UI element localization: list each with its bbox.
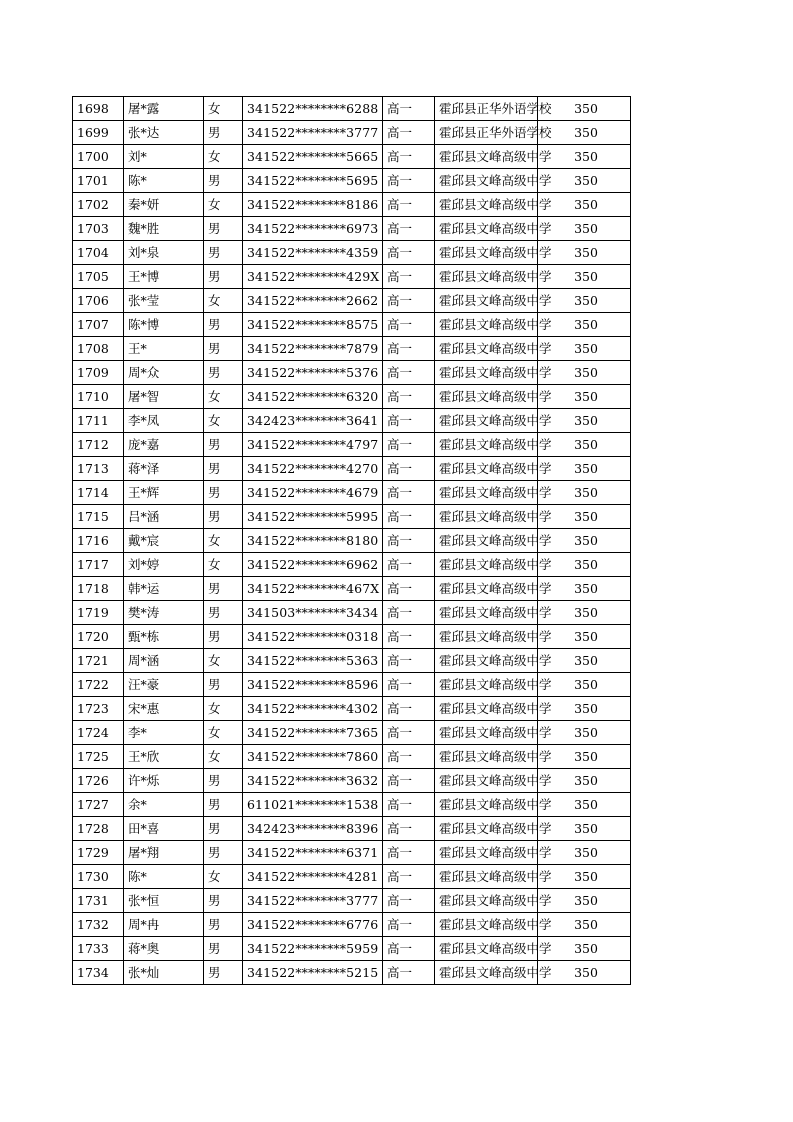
student-name-cell: 庞*嘉 bbox=[124, 433, 204, 457]
gender-cell: 男 bbox=[204, 337, 243, 361]
row-number-cell: 1708 bbox=[73, 337, 124, 361]
table-row bbox=[73, 289, 631, 313]
row-number-cell: 1722 bbox=[73, 673, 124, 697]
table-row bbox=[73, 817, 631, 841]
id-number-cell: 341522********429X bbox=[243, 265, 383, 289]
school-name-cell: 霍邱县文峰高级中学 bbox=[435, 481, 538, 505]
school-name-cell: 霍邱县文峰高级中学 bbox=[435, 529, 538, 553]
student-name-cell: 王*博 bbox=[124, 265, 204, 289]
row-number-cell: 1711 bbox=[73, 409, 124, 433]
id-number-cell: 341522********5695 bbox=[243, 169, 383, 193]
school-name-cell: 霍邱县文峰高级中学 bbox=[435, 145, 538, 169]
table-row bbox=[73, 361, 631, 385]
school-name-cell: 霍邱县文峰高级中学 bbox=[435, 313, 538, 337]
id-number-cell: 341522********6962 bbox=[243, 553, 383, 577]
grade-cell: 高一 bbox=[383, 745, 435, 769]
row-number-cell: 1712 bbox=[73, 433, 124, 457]
table-row bbox=[73, 121, 631, 145]
grade-cell: 高一 bbox=[383, 385, 435, 409]
school-name-cell: 霍邱县文峰高级中学 bbox=[435, 433, 538, 457]
id-number-cell: 341522********6288 bbox=[243, 97, 383, 121]
gender-cell: 男 bbox=[204, 817, 243, 841]
row-number-cell: 1729 bbox=[73, 841, 124, 865]
amount-cell: 350 bbox=[538, 889, 631, 913]
grade-cell: 高一 bbox=[383, 409, 435, 433]
school-name-cell: 霍邱县文峰高级中学 bbox=[435, 793, 538, 817]
row-number-cell: 1721 bbox=[73, 649, 124, 673]
student-name-cell: 王* bbox=[124, 337, 204, 361]
amount-cell: 350 bbox=[538, 769, 631, 793]
id-number-cell: 341522********6371 bbox=[243, 841, 383, 865]
student-name-cell: 余* bbox=[124, 793, 204, 817]
amount-cell: 350 bbox=[538, 961, 631, 985]
gender-cell: 男 bbox=[204, 169, 243, 193]
student-name-cell: 周*涵 bbox=[124, 649, 204, 673]
student-name-cell: 樊*涛 bbox=[124, 601, 204, 625]
row-number-cell: 1703 bbox=[73, 217, 124, 241]
table-row bbox=[73, 313, 631, 337]
student-name-cell: 蒋*奥 bbox=[124, 937, 204, 961]
row-number-cell: 1710 bbox=[73, 385, 124, 409]
id-number-cell: 341522********7879 bbox=[243, 337, 383, 361]
grade-cell: 高一 bbox=[383, 841, 435, 865]
id-number-cell: 341522********2662 bbox=[243, 289, 383, 313]
row-number-cell: 1702 bbox=[73, 193, 124, 217]
table-row bbox=[73, 889, 631, 913]
school-name-cell: 霍邱县文峰高级中学 bbox=[435, 337, 538, 361]
row-number-cell: 1706 bbox=[73, 289, 124, 313]
school-name-cell: 霍邱县文峰高级中学 bbox=[435, 841, 538, 865]
gender-cell: 女 bbox=[204, 97, 243, 121]
gender-cell: 男 bbox=[204, 577, 243, 601]
id-number-cell: 341522********6320 bbox=[243, 385, 383, 409]
gender-cell: 男 bbox=[204, 121, 243, 145]
id-number-cell: 342423********3641 bbox=[243, 409, 383, 433]
table-row bbox=[73, 937, 631, 961]
row-number-cell: 1732 bbox=[73, 913, 124, 937]
student-name-cell: 张*灿 bbox=[124, 961, 204, 985]
school-name-cell: 霍邱县文峰高级中学 bbox=[435, 721, 538, 745]
table-row bbox=[73, 385, 631, 409]
gender-cell: 男 bbox=[204, 433, 243, 457]
school-name-cell: 霍邱县文峰高级中学 bbox=[435, 409, 538, 433]
school-name-cell: 霍邱县文峰高级中学 bbox=[435, 241, 538, 265]
row-number-cell: 1726 bbox=[73, 769, 124, 793]
table-row bbox=[73, 169, 631, 193]
table-row bbox=[73, 625, 631, 649]
amount-cell: 350 bbox=[538, 265, 631, 289]
school-name-cell: 霍邱县文峰高级中学 bbox=[435, 577, 538, 601]
gender-cell: 女 bbox=[204, 193, 243, 217]
school-name-cell: 霍邱县文峰高级中学 bbox=[435, 745, 538, 769]
school-name-cell: 霍邱县文峰高级中学 bbox=[435, 625, 538, 649]
table-row bbox=[73, 217, 631, 241]
gender-cell: 男 bbox=[204, 481, 243, 505]
amount-cell: 350 bbox=[538, 673, 631, 697]
amount-cell: 350 bbox=[538, 793, 631, 817]
student-name-cell: 陈* bbox=[124, 865, 204, 889]
grade-cell: 高一 bbox=[383, 697, 435, 721]
table-row bbox=[73, 433, 631, 457]
id-number-cell: 341522********4797 bbox=[243, 433, 383, 457]
row-number-cell: 1724 bbox=[73, 721, 124, 745]
school-name-cell: 霍邱县文峰高级中学 bbox=[435, 889, 538, 913]
gender-cell: 男 bbox=[204, 793, 243, 817]
student-name-cell: 刘* bbox=[124, 145, 204, 169]
gender-cell: 女 bbox=[204, 289, 243, 313]
student-name-cell: 甄*栋 bbox=[124, 625, 204, 649]
id-number-cell: 342423********8396 bbox=[243, 817, 383, 841]
id-number-cell: 341522********3632 bbox=[243, 769, 383, 793]
table-row bbox=[73, 793, 631, 817]
amount-cell: 350 bbox=[538, 649, 631, 673]
gender-cell: 男 bbox=[204, 625, 243, 649]
amount-cell: 350 bbox=[538, 697, 631, 721]
gender-cell: 男 bbox=[204, 217, 243, 241]
school-name-cell: 霍邱县文峰高级中学 bbox=[435, 289, 538, 313]
gender-cell: 女 bbox=[204, 409, 243, 433]
amount-cell: 350 bbox=[538, 721, 631, 745]
grade-cell: 高一 bbox=[383, 145, 435, 169]
amount-cell: 350 bbox=[538, 529, 631, 553]
gender-cell: 女 bbox=[204, 745, 243, 769]
id-number-cell: 341522********6776 bbox=[243, 913, 383, 937]
row-number-cell: 1717 bbox=[73, 553, 124, 577]
gender-cell: 男 bbox=[204, 265, 243, 289]
row-number-cell: 1715 bbox=[73, 505, 124, 529]
grade-cell: 高一 bbox=[383, 793, 435, 817]
grade-cell: 高一 bbox=[383, 433, 435, 457]
student-name-cell: 秦*妍 bbox=[124, 193, 204, 217]
amount-cell: 350 bbox=[538, 313, 631, 337]
table-row bbox=[73, 961, 631, 985]
gender-cell: 女 bbox=[204, 721, 243, 745]
gender-cell: 男 bbox=[204, 673, 243, 697]
amount-cell: 350 bbox=[538, 553, 631, 577]
gender-cell: 女 bbox=[204, 145, 243, 169]
id-number-cell: 341522********5959 bbox=[243, 937, 383, 961]
amount-cell: 350 bbox=[538, 241, 631, 265]
table-row bbox=[73, 841, 631, 865]
student-name-cell: 张*莹 bbox=[124, 289, 204, 313]
student-name-cell: 许*烁 bbox=[124, 769, 204, 793]
student-name-cell: 汪*豪 bbox=[124, 673, 204, 697]
gender-cell: 女 bbox=[204, 865, 243, 889]
student-name-cell: 王*辉 bbox=[124, 481, 204, 505]
amount-cell: 350 bbox=[538, 865, 631, 889]
amount-cell: 350 bbox=[538, 937, 631, 961]
school-name-cell: 霍邱县文峰高级中学 bbox=[435, 505, 538, 529]
amount-cell: 350 bbox=[538, 577, 631, 601]
row-number-cell: 1723 bbox=[73, 697, 124, 721]
amount-cell: 350 bbox=[538, 913, 631, 937]
student-name-cell: 魏*胜 bbox=[124, 217, 204, 241]
grade-cell: 高一 bbox=[383, 553, 435, 577]
id-number-cell: 341522********4281 bbox=[243, 865, 383, 889]
grade-cell: 高一 bbox=[383, 505, 435, 529]
id-number-cell: 341522********5665 bbox=[243, 145, 383, 169]
amount-cell: 350 bbox=[538, 361, 631, 385]
student-name-cell: 韩*运 bbox=[124, 577, 204, 601]
table-row bbox=[73, 481, 631, 505]
table-row bbox=[73, 865, 631, 889]
grade-cell: 高一 bbox=[383, 817, 435, 841]
gender-cell: 男 bbox=[204, 505, 243, 529]
gender-cell: 女 bbox=[204, 529, 243, 553]
grade-cell: 高一 bbox=[383, 97, 435, 121]
student-name-cell: 周*冉 bbox=[124, 913, 204, 937]
gender-cell: 男 bbox=[204, 601, 243, 625]
grade-cell: 高一 bbox=[383, 937, 435, 961]
grade-cell: 高一 bbox=[383, 337, 435, 361]
school-name-cell: 霍邱县文峰高级中学 bbox=[435, 937, 538, 961]
row-number-cell: 1700 bbox=[73, 145, 124, 169]
amount-cell: 350 bbox=[538, 121, 631, 145]
amount-cell: 350 bbox=[538, 433, 631, 457]
amount-cell: 350 bbox=[538, 457, 631, 481]
student-name-cell: 屠*露 bbox=[124, 97, 204, 121]
table-row bbox=[73, 673, 631, 697]
grade-cell: 高一 bbox=[383, 289, 435, 313]
amount-cell: 350 bbox=[538, 385, 631, 409]
grade-cell: 高一 bbox=[383, 121, 435, 145]
school-name-cell: 霍邱县正华外语学校 bbox=[435, 121, 538, 145]
school-name-cell: 霍邱县文峰高级中学 bbox=[435, 193, 538, 217]
grade-cell: 高一 bbox=[383, 529, 435, 553]
id-number-cell: 341522********0318 bbox=[243, 625, 383, 649]
gender-cell: 男 bbox=[204, 457, 243, 481]
student-name-cell: 陈* bbox=[124, 169, 204, 193]
student-name-cell: 吕*涵 bbox=[124, 505, 204, 529]
amount-cell: 350 bbox=[538, 145, 631, 169]
grade-cell: 高一 bbox=[383, 577, 435, 601]
roster-body bbox=[73, 97, 631, 985]
grade-cell: 高一 bbox=[383, 961, 435, 985]
id-number-cell: 341522********4270 bbox=[243, 457, 383, 481]
row-number-cell: 1704 bbox=[73, 241, 124, 265]
grade-cell: 高一 bbox=[383, 769, 435, 793]
row-number-cell: 1701 bbox=[73, 169, 124, 193]
grade-cell: 高一 bbox=[383, 313, 435, 337]
school-name-cell: 霍邱县文峰高级中学 bbox=[435, 961, 538, 985]
school-name-cell: 霍邱县文峰高级中学 bbox=[435, 865, 538, 889]
school-name-cell: 霍邱县文峰高级中学 bbox=[435, 769, 538, 793]
grade-cell: 高一 bbox=[383, 721, 435, 745]
row-number-cell: 1728 bbox=[73, 817, 124, 841]
table-row bbox=[73, 769, 631, 793]
school-name-cell: 霍邱县文峰高级中学 bbox=[435, 673, 538, 697]
gender-cell: 男 bbox=[204, 361, 243, 385]
gender-cell: 女 bbox=[204, 553, 243, 577]
table-row bbox=[73, 529, 631, 553]
student-name-cell: 宋*惠 bbox=[124, 697, 204, 721]
id-number-cell: 341522********8596 bbox=[243, 673, 383, 697]
amount-cell: 350 bbox=[538, 409, 631, 433]
row-number-cell: 1720 bbox=[73, 625, 124, 649]
amount-cell: 350 bbox=[538, 841, 631, 865]
student-roster-table bbox=[72, 96, 631, 985]
gender-cell: 男 bbox=[204, 961, 243, 985]
student-name-cell: 周*众 bbox=[124, 361, 204, 385]
row-number-cell: 1714 bbox=[73, 481, 124, 505]
row-number-cell: 1727 bbox=[73, 793, 124, 817]
grade-cell: 高一 bbox=[383, 457, 435, 481]
row-number-cell: 1725 bbox=[73, 745, 124, 769]
table-row bbox=[73, 649, 631, 673]
school-name-cell: 霍邱县文峰高级中学 bbox=[435, 697, 538, 721]
grade-cell: 高一 bbox=[383, 361, 435, 385]
row-number-cell: 1713 bbox=[73, 457, 124, 481]
student-name-cell: 李* bbox=[124, 721, 204, 745]
school-name-cell: 霍邱县文峰高级中学 bbox=[435, 913, 538, 937]
id-number-cell: 341522********467X bbox=[243, 577, 383, 601]
gender-cell: 女 bbox=[204, 697, 243, 721]
student-name-cell: 屠*智 bbox=[124, 385, 204, 409]
table-row bbox=[73, 745, 631, 769]
school-name-cell: 霍邱县文峰高级中学 bbox=[435, 265, 538, 289]
row-number-cell: 1719 bbox=[73, 601, 124, 625]
school-name-cell: 霍邱县文峰高级中学 bbox=[435, 457, 538, 481]
table-row bbox=[73, 913, 631, 937]
grade-cell: 高一 bbox=[383, 241, 435, 265]
school-name-cell: 霍邱县正华外语学校 bbox=[435, 97, 538, 121]
gender-cell: 男 bbox=[204, 769, 243, 793]
gender-cell: 女 bbox=[204, 385, 243, 409]
student-name-cell: 屠*翔 bbox=[124, 841, 204, 865]
table-row bbox=[73, 241, 631, 265]
amount-cell: 350 bbox=[538, 169, 631, 193]
id-number-cell: 611021********1538 bbox=[243, 793, 383, 817]
table-row bbox=[73, 457, 631, 481]
amount-cell: 350 bbox=[538, 217, 631, 241]
school-name-cell: 霍邱县文峰高级中学 bbox=[435, 817, 538, 841]
id-number-cell: 341522********6973 bbox=[243, 217, 383, 241]
gender-cell: 男 bbox=[204, 841, 243, 865]
table-row bbox=[73, 265, 631, 289]
amount-cell: 350 bbox=[538, 481, 631, 505]
amount-cell: 350 bbox=[538, 601, 631, 625]
grade-cell: 高一 bbox=[383, 649, 435, 673]
student-name-cell: 戴*宸 bbox=[124, 529, 204, 553]
school-name-cell: 霍邱县文峰高级中学 bbox=[435, 553, 538, 577]
id-number-cell: 341522********8186 bbox=[243, 193, 383, 217]
row-number-cell: 1699 bbox=[73, 121, 124, 145]
student-name-cell: 王*欣 bbox=[124, 745, 204, 769]
row-number-cell: 1718 bbox=[73, 577, 124, 601]
student-name-cell: 蒋*泽 bbox=[124, 457, 204, 481]
row-number-cell: 1734 bbox=[73, 961, 124, 985]
student-name-cell: 陈*博 bbox=[124, 313, 204, 337]
school-name-cell: 霍邱县文峰高级中学 bbox=[435, 169, 538, 193]
id-number-cell: 341522********5995 bbox=[243, 505, 383, 529]
id-number-cell: 341522********7365 bbox=[243, 721, 383, 745]
student-name-cell: 李*凤 bbox=[124, 409, 204, 433]
school-name-cell: 霍邱县文峰高级中学 bbox=[435, 385, 538, 409]
amount-cell: 350 bbox=[538, 745, 631, 769]
table-row bbox=[73, 145, 631, 169]
table-row bbox=[73, 601, 631, 625]
id-number-cell: 341522********8575 bbox=[243, 313, 383, 337]
grade-cell: 高一 bbox=[383, 481, 435, 505]
gender-cell: 女 bbox=[204, 649, 243, 673]
grade-cell: 高一 bbox=[383, 865, 435, 889]
grade-cell: 高一 bbox=[383, 673, 435, 697]
id-number-cell: 341522********3777 bbox=[243, 121, 383, 145]
gender-cell: 男 bbox=[204, 913, 243, 937]
amount-cell: 350 bbox=[538, 289, 631, 313]
amount-cell: 350 bbox=[538, 625, 631, 649]
student-name-cell: 张*恒 bbox=[124, 889, 204, 913]
table-row bbox=[73, 721, 631, 745]
id-number-cell: 341522********5215 bbox=[243, 961, 383, 985]
id-number-cell: 341522********4679 bbox=[243, 481, 383, 505]
grade-cell: 高一 bbox=[383, 217, 435, 241]
row-number-cell: 1730 bbox=[73, 865, 124, 889]
grade-cell: 高一 bbox=[383, 265, 435, 289]
row-number-cell: 1709 bbox=[73, 361, 124, 385]
school-name-cell: 霍邱县文峰高级中学 bbox=[435, 601, 538, 625]
row-number-cell: 1698 bbox=[73, 97, 124, 121]
table-row bbox=[73, 409, 631, 433]
table-row bbox=[73, 505, 631, 529]
amount-cell: 350 bbox=[538, 505, 631, 529]
gender-cell: 男 bbox=[204, 937, 243, 961]
gender-cell: 男 bbox=[204, 241, 243, 265]
id-number-cell: 341522********7860 bbox=[243, 745, 383, 769]
id-number-cell: 341522********3777 bbox=[243, 889, 383, 913]
amount-cell: 350 bbox=[538, 337, 631, 361]
row-number-cell: 1731 bbox=[73, 889, 124, 913]
gender-cell: 男 bbox=[204, 313, 243, 337]
grade-cell: 高一 bbox=[383, 169, 435, 193]
amount-cell: 350 bbox=[538, 97, 631, 121]
id-number-cell: 341522********5363 bbox=[243, 649, 383, 673]
id-number-cell: 341522********8180 bbox=[243, 529, 383, 553]
school-name-cell: 霍邱县文峰高级中学 bbox=[435, 649, 538, 673]
id-number-cell: 341522********5376 bbox=[243, 361, 383, 385]
table-row bbox=[73, 337, 631, 361]
student-name-cell: 张*达 bbox=[124, 121, 204, 145]
row-number-cell: 1707 bbox=[73, 313, 124, 337]
id-number-cell: 341503********3434 bbox=[243, 601, 383, 625]
grade-cell: 高一 bbox=[383, 889, 435, 913]
table-row bbox=[73, 577, 631, 601]
row-number-cell: 1705 bbox=[73, 265, 124, 289]
row-number-cell: 1716 bbox=[73, 529, 124, 553]
school-name-cell: 霍邱县文峰高级中学 bbox=[435, 217, 538, 241]
table-row bbox=[73, 193, 631, 217]
id-number-cell: 341522********4359 bbox=[243, 241, 383, 265]
student-name-cell: 刘*婷 bbox=[124, 553, 204, 577]
grade-cell: 高一 bbox=[383, 625, 435, 649]
grade-cell: 高一 bbox=[383, 193, 435, 217]
student-name-cell: 刘*泉 bbox=[124, 241, 204, 265]
grade-cell: 高一 bbox=[383, 913, 435, 937]
student-name-cell: 田*喜 bbox=[124, 817, 204, 841]
amount-cell: 350 bbox=[538, 193, 631, 217]
gender-cell: 男 bbox=[204, 889, 243, 913]
table-row bbox=[73, 97, 631, 121]
id-number-cell: 341522********4302 bbox=[243, 697, 383, 721]
table-row bbox=[73, 697, 631, 721]
amount-cell: 350 bbox=[538, 817, 631, 841]
school-name-cell: 霍邱县文峰高级中学 bbox=[435, 361, 538, 385]
table-row bbox=[73, 553, 631, 577]
row-number-cell: 1733 bbox=[73, 937, 124, 961]
grade-cell: 高一 bbox=[383, 601, 435, 625]
